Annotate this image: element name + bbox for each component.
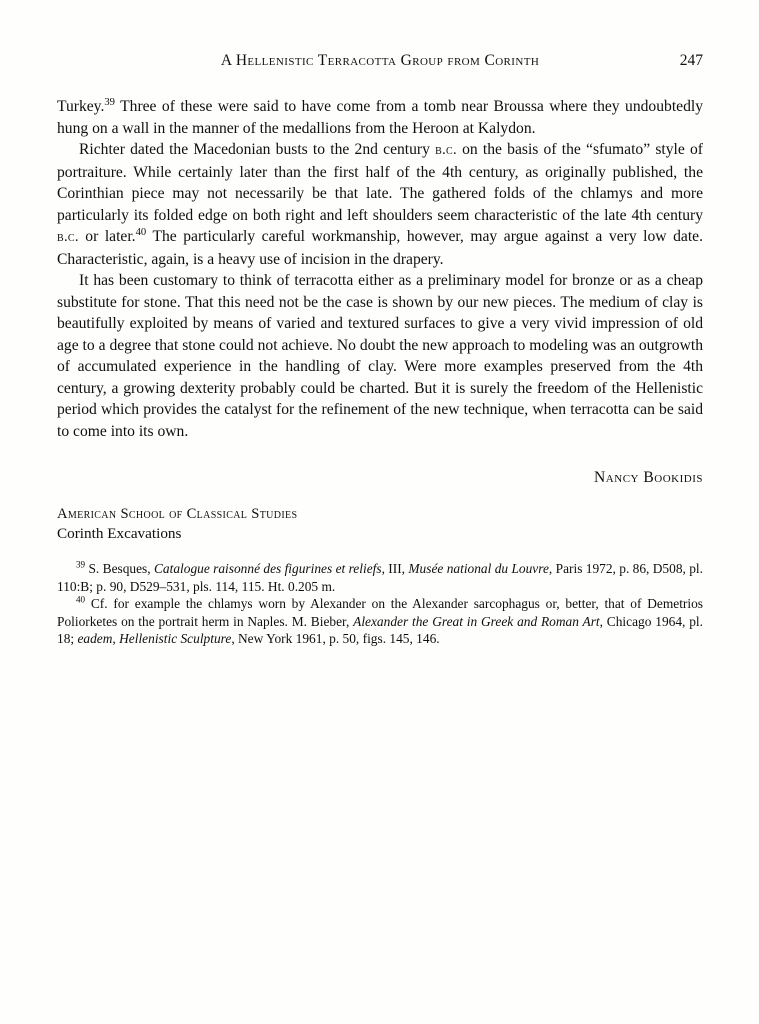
- footnote-40-text-c: ,: [112, 631, 120, 647]
- page-number: 247: [679, 52, 703, 69]
- footnote-40-text-d: , New York 1961, p. 50, figs. 145, 146.: [231, 631, 440, 647]
- affiliation: [57, 505, 703, 543]
- footnote-40: [57, 595, 703, 648]
- affiliation-institution: American School of Classical Studies: [57, 506, 298, 522]
- page-content: [57, 52, 703, 648]
- footnote-39-italic-a: Catalogue raisonné des figurines et reliefs: [153, 561, 382, 576]
- footnote-39-text-b: , III,: [381, 561, 409, 576]
- affiliation-department: Corinth Excavations: [57, 525, 182, 542]
- paragraph-2: [57, 139, 703, 270]
- paragraph-1-text-b: Three of these were said to have come from a tomb near Broussa where they undoubtedly hung on a wall in the manner of the medallions from the Heroon at Kalydon.: [57, 98, 703, 137]
- footnote-40-text-b: , Chicago 1964, pl. 18;: [57, 613, 703, 647]
- footnote-ref-40[interactable]: 40: [135, 226, 147, 238]
- footnote-40-italic-c: Hellenistic Sculpture: [119, 631, 232, 647]
- paragraph-1: [57, 96, 703, 139]
- paragraph-3: It has been customary to think of terracotta either as a preliminary model for bronze or as a cheap substitute for stone. That this need not be the case is shown by our new pieces. The medium of clay is beautifully exploited by means of varied and textured surfaces to give a very vivid impression of old age to a degree that stone could not achieve. No doubt the new approach to modeling was an outgrowth of accumulated experience in the handling of clay. Were more examples preserved from the 4th century, a growing dexterity probably could be charted. But it is surely the freedom of the Hellenistic period which provides the catalyst for the refinement of the new technique, when terracotta can be said to come into its own.: [57, 272, 703, 440]
- paragraph-1-text-a: Turkey.: [57, 98, 105, 115]
- bc-abbrev-2: b.c.: [57, 229, 79, 245]
- footnote-marker-40: 40: [76, 594, 86, 605]
- footnote-39: [57, 560, 703, 595]
- paragraph-2-text-b: on the basis of the “sfumato” style of portraiture. While certainly later than the first half of the 4th century, as originally published, the Corinthian piece may not necessarily be that late. The gathered folds of the chlamys and more particularly its folded edge on both right and left shoulders seem characteristic of the late 4th century: [57, 141, 703, 224]
- paragraph-2-text-c: or later.: [78, 228, 136, 245]
- footnote-marker-39: 39: [76, 559, 86, 570]
- footnote-ref-39[interactable]: 39: [104, 96, 115, 108]
- author-signature: Nancy Bookidis: [594, 469, 703, 486]
- footnote-39-italic-b: Musée national du Louvre: [408, 561, 549, 576]
- footnote-40-italic-a: Alexander the Great in Greek and Roman Art: [353, 613, 600, 629]
- bc-abbrev-1: b.c.: [435, 142, 457, 158]
- running-head: [57, 52, 703, 74]
- footnote-40-italic-b: eadem: [77, 631, 113, 647]
- paragraph-2-text-a: Richter dated the Macedonian busts to the 2nd century: [79, 141, 436, 158]
- footnote-39-text-a: S. Besques,: [85, 561, 154, 576]
- paragraph-2-text-d: The particularly careful workmanship, however, may argue against a very low date. Characteristic, again, is a heavy use of incision in the drapery.: [57, 228, 703, 268]
- footnote-40-text-a: Cf. for example the chlamys worn by Alexander on the Alexander sarcophagus or, better, that of Demetrios Poliorketes on the portrait herm in Naples. M. Bieber,: [57, 596, 703, 629]
- footnote-39-text-c: , Paris 1972, p. 86, D508, pl. 110:B; p. 90, D529–531, pls. 114, 115. Ht. 0.205 m.: [57, 561, 703, 594]
- running-title: A Hellenistic Terracotta Group from Corinth: [220, 52, 540, 69]
- footnotes: [57, 560, 703, 648]
